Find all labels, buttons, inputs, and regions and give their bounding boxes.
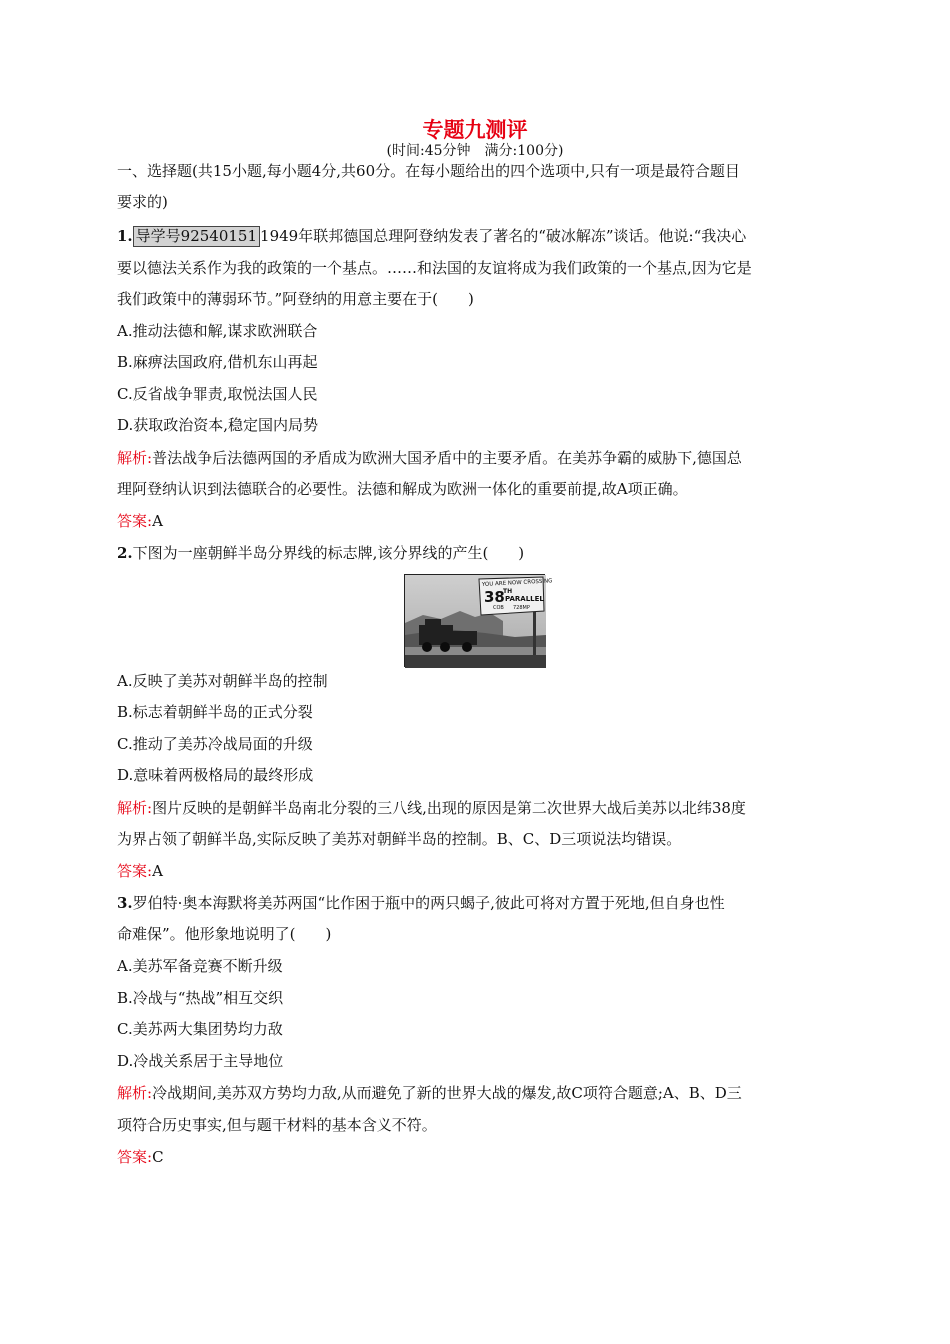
- question-1-stem-line-1: [117, 225, 833, 247]
- stem-text: 罗伯特·奥本海默将美苏两国“比作困于瓶中的两只蝎子,彼此可将对方置于死地,但自身也性: [132, 894, 725, 912]
- question-3-analysis-line-2: 项符合历史事实,但与题干材料的基本含义不符。: [117, 1116, 437, 1134]
- question-1-option-d: D.获取政治资本,稳定国内局势: [117, 416, 319, 434]
- question-2-option-b: B.标志着朝鲜半岛的正式分裂: [117, 703, 313, 721]
- question-1-option-c: C.反省战争罪责,取悦法国人民: [117, 385, 318, 403]
- stem-text: 下图为一座朝鲜半岛分界线的标志牌,该分界线的产生( ): [132, 544, 525, 562]
- question-2-option-c: C.推动了美苏冷战局面的升级: [117, 735, 313, 753]
- answer-value: C: [152, 1148, 164, 1166]
- question-1-analysis-line-2: 理阿登纳认识到法德联合的必要性。法德和解成为欧洲一体化的重要前提,故A项正确。: [117, 480, 688, 498]
- photo-illustration: [405, 575, 553, 668]
- analysis-text: 普法战争后法德两国的矛盾成为欧洲大国矛盾中的主要矛盾。在美苏争霸的威胁下,德国总: [152, 449, 742, 467]
- sign-number: 38: [484, 588, 505, 606]
- analysis-text: 图片反映的是朝鲜半岛南北分裂的三八线,出现的原因是第二次世界大战后美苏以北纬38度: [152, 799, 746, 817]
- sign-suffix: TH: [503, 588, 513, 595]
- question-1-stem-line-2: 要以德法关系作为我的政策的一个基点。……和法国的友谊将成为我们政策的一个基点,因为它是: [117, 259, 752, 277]
- analysis-label: 解析:: [117, 449, 153, 467]
- question-1-option-b: B.麻痹法国政府,借机东山再起: [117, 353, 318, 371]
- answer-label: 答案:: [117, 1148, 153, 1166]
- analysis-label: 解析:: [117, 799, 153, 817]
- question-2-analysis-line-1: [117, 797, 833, 819]
- question-3-analysis-line-1: [117, 1082, 833, 1104]
- 38th-parallel-sign-photo: [404, 574, 553, 667]
- stem-text: 1949年联邦德国总理阿登纳发表了著名的“破冰解冻”谈话。他说:“我决心: [260, 227, 747, 245]
- sign-unit: COB: [493, 605, 504, 611]
- analysis-label: 解析:: [117, 1084, 153, 1102]
- answer-value: A: [152, 862, 163, 880]
- answer-label: 答案:: [117, 512, 153, 530]
- question-2-stem: [117, 542, 833, 564]
- question-3-answer: [117, 1146, 833, 1168]
- sign-unit-code: 728MP: [513, 605, 530, 611]
- question-3-option-b: B.冷战与“热战”相互交织: [117, 989, 284, 1007]
- question-number: 3.: [117, 894, 133, 912]
- question-1-answer: [117, 510, 833, 532]
- guide-number-tag[interactable]: 导学号92540151: [133, 226, 260, 247]
- section-heading-cont: 要求的): [117, 193, 168, 211]
- question-1-stem-line-3: 我们政策中的薄弱环节。”阿登纳的用意主要在于( ): [117, 290, 474, 308]
- question-3-stem-line-1: [117, 892, 833, 914]
- question-3-option-a: A.美苏军备竞赛不断升级: [117, 957, 283, 975]
- sign-line-crossing: YOU ARE NOW CROSSING: [481, 578, 553, 588]
- question-number: 2.: [117, 544, 133, 562]
- answer-value: A: [152, 512, 163, 530]
- question-1-option-a: A.推动法德和解,谋求欧洲联合: [117, 322, 318, 340]
- question-3-option-c: C.美苏两大集团势均力敌: [117, 1020, 283, 1038]
- question-2-option-a: A.反映了美苏对朝鲜半岛的控制: [117, 672, 328, 690]
- exam-time-score: (时间:45分钟 满分:100分): [386, 143, 564, 159]
- section-heading: 一、选择题(共15小题,每小题4分,共60分。在每小题给出的四个选项中,只有一项是最符合题目: [117, 162, 740, 180]
- question-2-option-d: D.意味着两极格局的最终形成: [117, 766, 314, 784]
- sign-parallel: PARALLEL: [505, 595, 544, 603]
- question-3-option-d: D.冷战关系居于主导地位: [117, 1052, 284, 1070]
- page-title: 专题九测评: [422, 118, 528, 142]
- answer-label: 答案:: [117, 862, 153, 880]
- question-3-stem-line-2: 命难保”。他形象地说明了( ): [117, 925, 332, 943]
- question-number: 1.: [117, 227, 133, 245]
- question-2-answer: [117, 860, 833, 882]
- question-2-analysis-line-2: 为界占领了朝鲜半岛,实际反映了美苏对朝鲜半岛的控制。B、C、D三项说法均错误。: [117, 830, 682, 848]
- analysis-text: 冷战期间,美苏双方势均力敌,从而避免了新的世界大战的爆发,故C项符合题意;A、B、D三: [152, 1084, 742, 1102]
- question-1-analysis-line-1: [117, 447, 833, 469]
